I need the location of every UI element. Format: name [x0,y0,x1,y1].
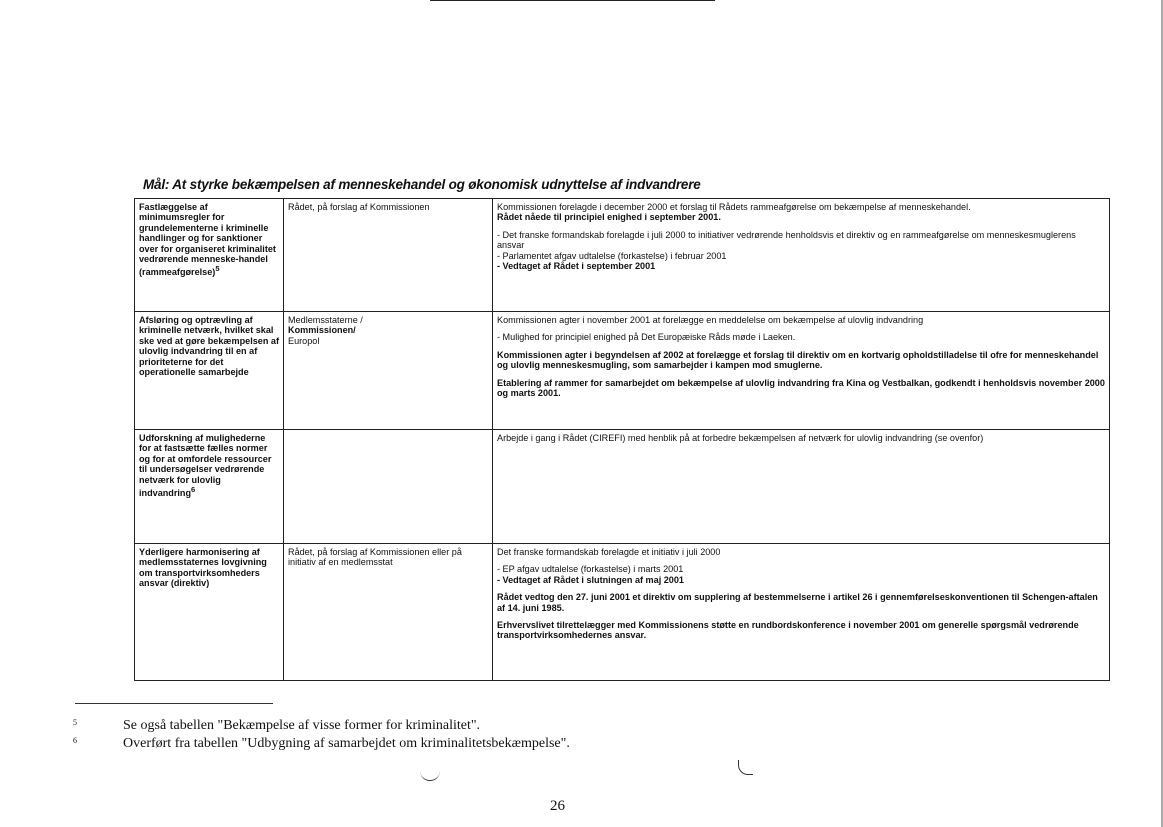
responsible-cell [284,199,493,312]
status-paragraph [497,547,1105,557]
table-row [135,199,1110,312]
status-paragraph [497,202,1105,223]
responsible-cell [284,430,493,544]
status-line: Rådet nåede til principiel enighed i september 2001. [497,212,721,223]
status-line: - Det franske formandskab forelagde i juli 2000 to initiativer vedrørende henholdsvis et direktiv og en rammeafgørelse om menneskesmuglerens ansvar [497,229,1076,251]
footnote-rule [75,703,273,704]
goals-table [134,198,1110,681]
footnote-number: 6 [73,736,77,745]
status-line: Erhvervslivet tilrettelægger med Kommissionens støtte en rundbordskonference i november 2001 om generelle spørgsmål vedrørende transportvirksomhedernes ansvar. [497,620,1079,641]
status-cell [493,430,1110,544]
scan-mark [420,770,440,781]
status-line: - EP afgav udtalelse (forkastelse) i marts 2001 [497,564,684,575]
footnote-text: Overført fra tabellen "Udbygning af samarbejdet om kriminalitetsbekæmpelse". [123,736,570,751]
status-line: - Parlamentet afgav udtalelse (forkastelse) i februar 2001 [497,250,727,261]
status-line: Arbejde i gang i Rådet (CIREFI) med henblik på at forbedre bekæmpelsen af netværk for ulovlig indvandring (se ovenfor) [497,433,984,443]
responsible-text: Rådet, på forslag af Kommissionen eller på initiativ af en medlemsstat [288,547,462,568]
section-title: Mål: At styrke bekæmpelsen af menneskehandel og økonomisk udnyttelse af indvandrere [143,177,701,192]
status-line: Rådet vedtog den 27. juni 2001 et direktiv om supplering af bestemmelserne i artikel 26 i gennemførelseskonventionen til Schengen-aftalen af 14. juni 1985. [497,592,1098,613]
status-paragraph [497,564,1105,585]
status-paragraph [497,592,1105,613]
table-row [135,544,1110,681]
status-cell [493,199,1110,312]
page-number: 26 [550,798,565,814]
goal-cell [135,312,284,430]
status-line: Det franske formandskab forelagde et initiativ i juli 2000 [497,547,721,557]
goal-cell [135,199,284,312]
status-paragraph [497,378,1105,399]
footnote-ref: 5 [215,264,220,274]
top-rule [430,0,715,1]
table-row [135,430,1110,544]
footnote-5 [73,718,480,734]
responsible-text: Rådet, på forslag af Kommissionen [288,202,430,212]
goal-cell [135,430,284,544]
footnote-text: Se også tabellen "Bekæmpelse af visse former for kriminalitet". [123,718,481,733]
status-paragraph [497,350,1105,371]
status-paragraph [497,230,1105,272]
status-paragraph [497,433,1105,443]
footnote-6 [73,736,570,752]
status-cell [493,544,1110,681]
status-paragraph [497,332,1105,342]
goal-text: Udforskning af mulighederne for at fastsætte fælles normer og for at omfordele ressourcer til undersøgelser vedrørende netværk for ulovlig indvandring [139,433,272,499]
responsible-text: Europol [288,335,320,346]
status-line: - Vedtaget af Rådet i slutningen af maj 2001 [497,574,684,585]
status-line: Kommissionen agter i begyndelsen af 2002 at forelægge et forslag til direktiv om en kortvarig opholdstilladelse til ofre for menneskehandel og ulovlig menneskesmugling, som samarbejder i kampen mod smuglerne. [497,349,1099,371]
goal-text: Afsløring og optrævling af kriminelle netværk, hvilket skal ske ved at gøre bekæmpelsen af ulovlig indvandring til en af prioriteterne for det operationelle samarbejde [139,315,280,378]
status-line: - Mulighed for principiel enighed på Det Europæiske Råds møde i Laeken. [497,332,796,343]
footnote-ref: 6 [191,485,196,495]
goal-text: Yderligere harmonisering af medlemsstaternes lovgivning om transportvirksomheders ansvar (direktiv) [139,547,267,589]
status-line: Etablering af rammer for samarbejdet om bekæmpelse af ulovlig indvandring fra Kina og Vestbalkan, godkendt i henholdsvis november 2000 og marts 2001. [497,377,1105,399]
responsible-cell [284,312,493,430]
status-line: Kommissionen agter i november 2001 at forelægge en meddelelse om bekæmpelse af ulovlig indvandring [497,315,924,325]
status-cell [493,312,1110,430]
goal-cell [135,544,284,681]
status-paragraph [497,315,1105,325]
goal-text: Fastlæggelse af minimumsregler for grundelementerne i kriminelle handlinger og for sanktioner over for organiseret kriminalitet vedrørende menneske-handel (rammeafgørelse) [139,202,276,278]
status-paragraph [497,620,1105,641]
status-line: Kommissionen forelagde i december 2000 et forslag til Rådets rammeafgørelse om bekæmpelse af menneskehandel. [497,202,971,212]
status-line: - Vedtaget af Rådet i september 2001 [497,261,656,272]
footnote-number: 5 [73,718,77,727]
responsible-cell [284,544,493,681]
responsible-text: Medlemsstaterne / [288,315,363,325]
scan-mark [738,760,753,775]
responsible-text: Kommissionen/ [288,325,356,336]
table-row [135,312,1110,430]
